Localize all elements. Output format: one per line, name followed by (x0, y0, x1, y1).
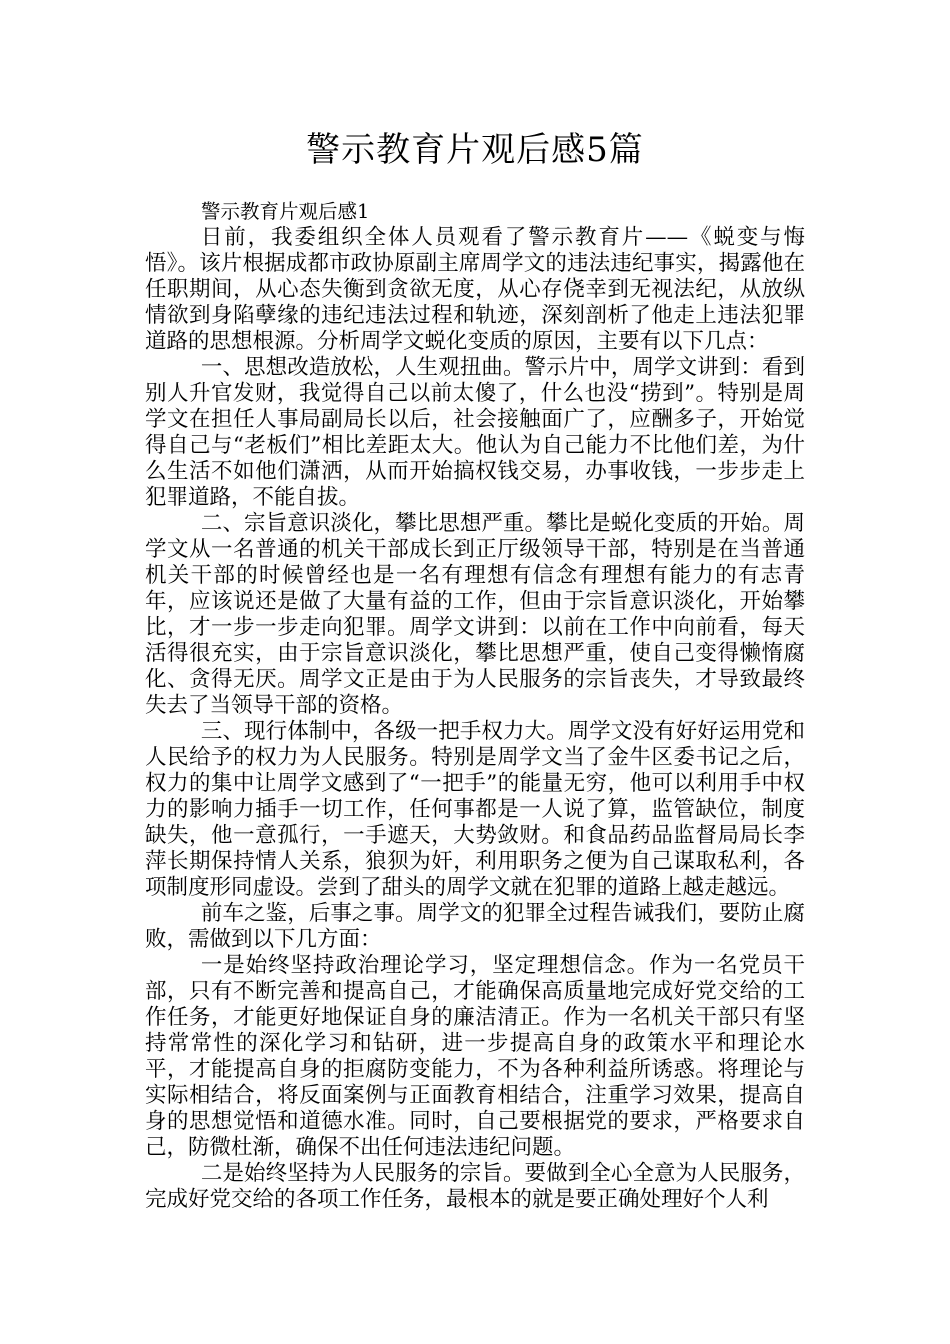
paragraph-intro: 日前，我委组织全体人员观看了警示教育片——《蜕变与悔悟》。该片根据成都市政协原副主席周学文的违法违纪事实，揭露他在任职期间，从心态失衡到贪欲无度，从心存侥幸到无视法纪，从放纵情欲到身陷孽缘的违纪违法过程和轨迹，深刻剖析了他走上违法犯罪道路的思想根源。分析周学文蜕化变质的原因，主要有以下几点： (145, 225, 805, 354)
section-subtitle: 警示教育片观后感1 (201, 200, 370, 223)
paragraph-point-one: 一、思想改造放松，人生观扭曲。警示片中，周学文讲到：看到别人升官发财，我觉得自己以前太傻了，什么也没“捞到”。特别是周学文在担任人事局副局长以后，社会接触面广了，应酬多子，开始觉得自己与“老板们”相比差距太大。他认为自己能力不比他们差，为什么生活不如他们潇洒，从而开始搞权钱交易，办事收钱，一步步走上犯罪道路，不能自拔。 (145, 355, 805, 510)
paragraph-point-two: 二、宗旨意识淡化，攀比思想严重。攀比是蜕化变质的开始。周学文从一名普通的机关干部成长到正厅级领导干部，特别是在当普通机关干部的时候曾经也是一名有理想有信念有理想有能力的有志青年，应该说还是做了大量有益的工作，但由于宗旨意识淡化，开始攀比，才一步一步走向犯罪。周学文讲到：以前在工作中向前看，每天活得很充实，由于宗旨意识淡化，攀比思想严重，使自己变得懒惰腐化、贪得无厌。周学文正是由于为人民服务的宗旨丧失，才导致最终失去了当领导干部的资格。 (145, 511, 805, 718)
paragraph-lesson: 前车之鉴，后事之事。周学文的犯罪全过程告诫我们，要防止腐败，需做到以下几方面： (145, 901, 805, 952)
paragraph-measure-one: 一是始终坚持政治理论学习，坚定理想信念。作为一名党员干部，只有不断完善和提高自己，才能确保高质量地完成好党交给的工作任务，才能更好地保证自身的廉洁清正。作为一名机关干部只有坚持常常性的深化学习和钻研，进一步提高自身的政策水平和理论水平，才能提高自身的拒腐防变能力，不为各种利益所诱惑。将理论与实际相结合，将反面案例与正面教育相结合，注重学习效果，提高自身的思想觉悟和道德水准。同时，自己要根据党的要求，严格要求自己，防微杜渐，确保不出任何违法违纪问题。 (145, 953, 805, 1160)
paragraph-measure-two: 二是始终坚持为人民服务的宗旨。要做到全心全意为人民服务，完成好党交给的各项工作任务，最根本的就是要正确处理好个人利 (145, 1161, 805, 1212)
document-title: 警示教育片观后感5篇 (306, 130, 644, 170)
paragraph-point-three: 三、现行体制中，各级一把手权力大。周学文没有好好运用党和人民给予的权力为人民服务。特别是周学文当了金牛区委书记之后，权力的集中让周学文感到了“一把手”的能量无穷，他可以利用手中权力的影响力插手一切工作，任何事都是一人说了算，监管缺位，制度缺失，他一意孤行，一手遮天，大势敛财。和食品药品监督局局长李萍长期保持情人关系，狼狈为奸，利用职务之便为自己谋取私利，各项制度形同虚设。尝到了甜头的周学文就在犯罪的道路上越走越远。 (145, 719, 805, 900)
document-body (145, 199, 805, 1213)
